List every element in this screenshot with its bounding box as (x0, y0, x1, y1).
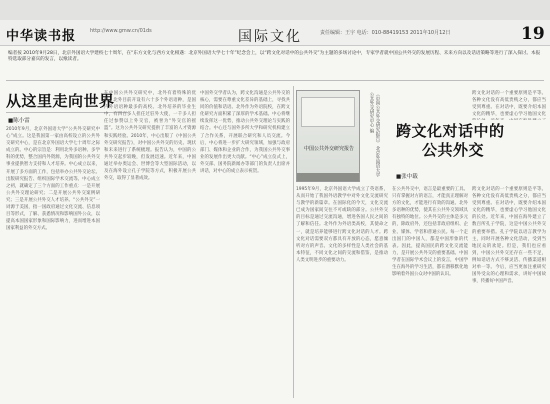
left-article-headline: 从这里走向世界 (6, 92, 115, 110)
book-cover-stripe (297, 173, 359, 181)
left-article-byline: ■陈小雷 (8, 118, 30, 124)
book-cover-band (301, 97, 355, 127)
right-article-column-2: 在公共外交中，语言是最重要的工具。只有掌握对方的语言，才能真正理解对方的文化，才能进行有效的沟通。北外多语种的优势，使其在公共外交领域具有独特的地位。公共外交的主体是多元的，除政府外，还包括非政府组织、企业、媒体、学者和普通公民。每一个走出国门的中国人，都是中国形象的代表。因此，提高国民的跨文化交流能力，是开展公共外交的重要基础。中国学者在国际学术会议上的发言，中国学生在海外的学习生活，都在潜移默化地影响着外国公众对中国的认识。 (392, 187, 468, 278)
left-article-column-3: 中国外交学者认为，跨文化沟通是公共外交的核心，需要在尊重文化差异的基础上，寻找共同的价值和话语。北外作为外语院校，在跨文化研究方面积累了深厚的学术基础。中心将继续发挥这一优势，推动公共外交理论与实践的结合。中心还与国外多所大学和研究机构建立了合作关系，开展联合研究和人员交流。今后，中心将进一步扩大研究领域，加强与政府部门、媒体和企业的合作，为我国公共外交事业的发展作出更大贡献。“中心”成立仪式上，外交部、国务院新闻办等部门的负责人出席并讲话，对中心的成立表示祝贺。 (200, 91, 290, 175)
right-article-intro-column: 跨文化对话的一个重要原则是平等。各种文化没有高低贵贱之分，都应当受到尊重。在对话中，既要介绍本国文化的精华，也要虚心学习他国文化 (472, 91, 546, 118)
section-title: 国际文化 (238, 29, 302, 45)
book-caption: 《中国公共外交研究报告》 北京外国语大学公共外交研究中心 编 (369, 92, 380, 177)
column-divider (293, 86, 294, 398)
right-article-column-1: 1995年9月，北京外国语大学成立了英语系，从而开始了我国外语教学中对外文化交流研究与教学的新篇章。在国际化的今天，文化交流已成为国家间交往不可或缺的部分。公共外交的目标是通过交流沟通，增进各国人民之间的了解和信任。北外作为外语类高校，其使命之一，就是培养能够进行跨文化对话的人才。跨文化对话需要双方都具有开放的心态，愿意倾听对方的声音。文化的多样性是人类社会的基本特征，不同文化之间的交流和借鉴，是推动人类文明进步的重要动力。 (296, 187, 388, 263)
left-article-column-2: 在中国公共外交研究中，北外有着特殊的优势。北外目前开设有六十多个外语语种，是国内外语语种最多的高校。北外培养的毕业生中，有四百多人担任过驻外大使，一千多人担任过参赞以上外交官，被誉为“外交官的摇篮”。这为公共外交研究提供了丰富的人才资源和实践经验。2010年，中心出版了《中国公共外交研究报告》，对中国公共外交的历史、现状和未来进行了系统梳理。报告认为，中国的公共外交起步较晚，但发展迅速。近年来，中国通过举办奥运会、世博会等大型国际活动，以及在海外设立孔子学院等方式，积极开展公共外交，取得了显著成效。 (104, 91, 196, 182)
masthead-logo: 中华读书报 (6, 29, 77, 44)
header-top-strip (0, 0, 550, 20)
right-article-headline (396, 122, 546, 160)
header-meta: 责任编辑：王宇 电话：010-88419153 2011年10月12日 (320, 30, 451, 36)
right-headline-line-2: 公共外交 (422, 141, 485, 159)
editor-note: 编者按 2010年9月28日，北京外国语大学建校七十周年，在“东方文化与西方文化相遇：北京外国语大学七十年”纪念会上，以“跨文化对话中的公共外交”为主题的多场讨论中，专家学者就中国公共外交的发展历程、未来方向以及话语策略等进行了深入探讨。本报特选取部分嘉宾的发言，以飨读者。 (8, 51, 541, 63)
right-article-byline: ■张中载 (396, 174, 418, 180)
page-header (0, 0, 550, 46)
left-article-column-1: 2010年9月，北京外国语大学“公共外交研究中心”成立。这是我国第一家由高校设立的公共外交研究中心，是在北京外国语大学七十周年之际成立的。中心的宗旨是：利用北外多语种、多学科的优势，整合国内外资源，为我国的公共外交事业提供智力支持和人才培养。中心成立以来，开展了多方面的工作，包括举办公共外交论坛、出版研究报告、组织国际学术交流等。中心成立之初，就确定了三个方面的工作重点：一是开展公共外交理论研究；二是开展公共外交案例研究；三是开展公共外交人才培养。“公共外交”一词源于美国，指一国政府通过文化交流、信息项目等形式，了解、获悉情况和影响国外公众，以提高本国国家形象和国际影响力，进而增进本国国家利益的外交方式。 (6, 127, 100, 232)
site-url: http://www.gmw.cn/01ds (90, 28, 152, 34)
right-headline-line-1: 跨文化对话中的 (396, 122, 505, 140)
book-cover-image (296, 90, 360, 182)
page-number: 19 (521, 24, 545, 44)
divider-rule (6, 80, 544, 81)
book-cover-title: 中国公共外交研究报告 (303, 146, 354, 152)
right-article-column-3: 跨文化对话的一个重要原则是平等。各种文化没有高低贵贱之分，都应当受到尊重。在对话中，既要介绍本国文化的精华，也要虚心学习他国文化的长处。近年来，中国在海外建立了数百所孔子学院，这是中国公共外交的重要举措。孔子学院以语言教学为主，同时开展各种文化活动，受到当地民众的欢迎。但是，我们也应看到，中国公共外交还存在一些不足，例如话语方式不够灵活、传播渠道相对单一等。今后，应当更加注重研究国外受众的心理和需求，讲好中国故事，传播好中国声音。 (472, 187, 546, 285)
